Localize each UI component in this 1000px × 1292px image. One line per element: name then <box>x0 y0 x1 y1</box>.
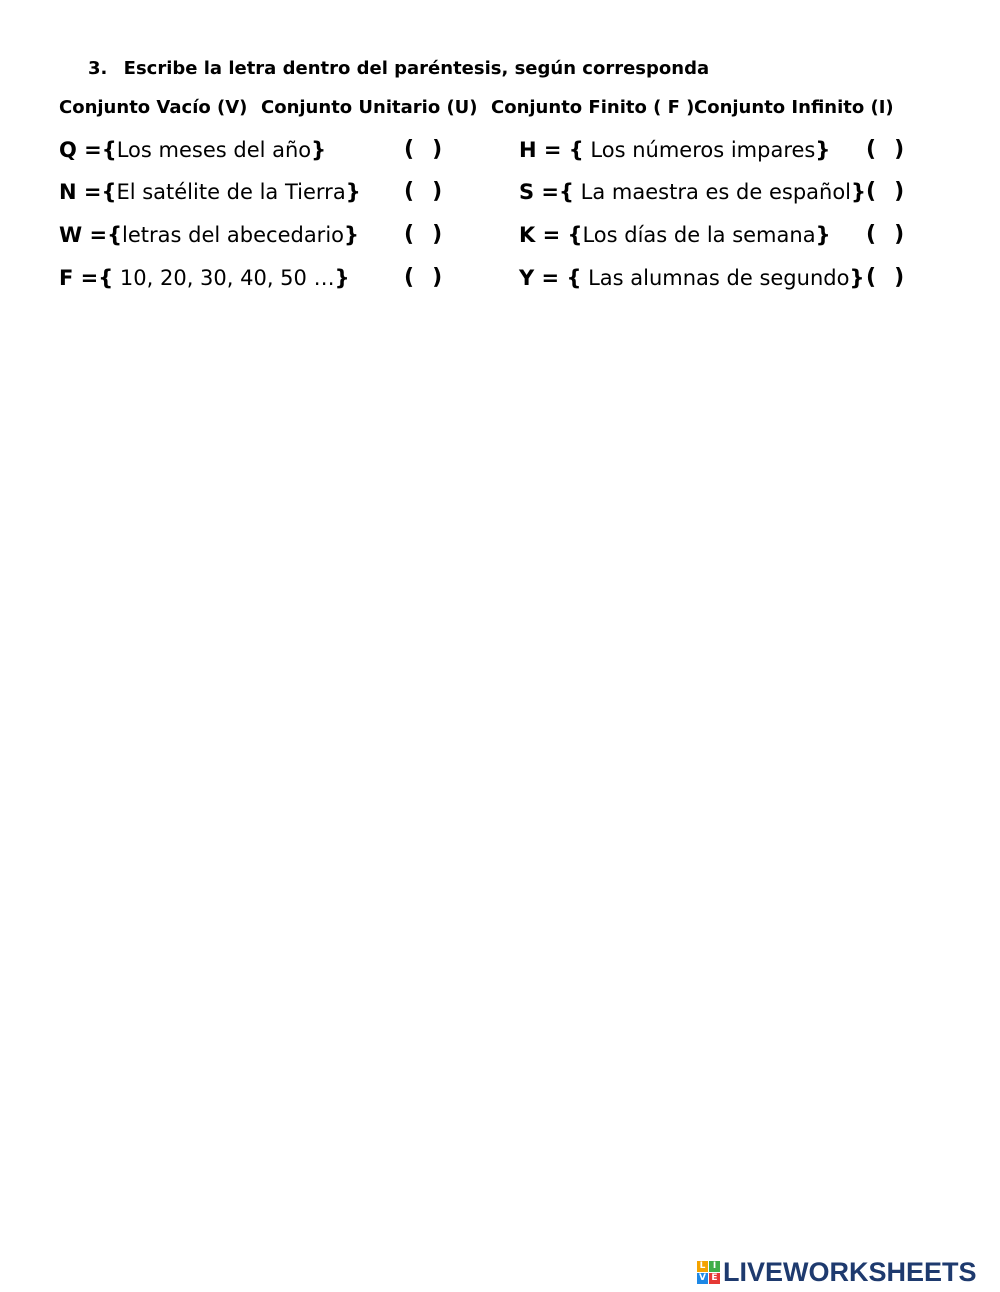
set-item-k: K = {Los días de la semana} <box>519 223 831 247</box>
set-item-h: H = { Los números impares} <box>519 138 831 162</box>
set-item-q: Q ={Los meses del año} <box>59 138 327 162</box>
set-type-unit: Conjunto Unitario (U) <box>261 97 478 118</box>
answer-input-s[interactable] <box>876 181 894 203</box>
answer-paren-f: ( ) <box>404 265 443 290</box>
answer-paren-y: ( ) <box>866 265 905 290</box>
set-description: 10, 20, 30, 40, 50 … <box>113 266 335 290</box>
liveworksheets-logo <box>697 1252 977 1292</box>
set-item-n: N ={El satélite de la Tierra} <box>59 180 361 204</box>
answer-input-k[interactable] <box>876 224 894 246</box>
answer-input-w[interactable] <box>414 224 432 246</box>
set-description: La maestra es de español <box>573 180 852 204</box>
answer-input-h[interactable] <box>876 139 894 161</box>
logo-square-i: I <box>709 1261 720 1272</box>
set-item-w: W ={letras del abecedario} <box>59 223 359 247</box>
set-type-infinite: Conjunto Infinito (I) <box>694 97 894 118</box>
instruction-heading <box>88 58 709 79</box>
set-item-s: S ={ La maestra es de español} <box>519 180 866 204</box>
set-type-empty: Conjunto Vacío (V) <box>59 97 248 118</box>
set-type-finite: Conjunto Finito ( F ) <box>491 97 695 118</box>
instruction-text: Escribe la letra dentro del paréntesis, según corresponda <box>123 58 710 79</box>
answer-input-n[interactable] <box>414 181 432 203</box>
answer-paren-n: ( ) <box>404 179 443 204</box>
set-description: Los días de la semana <box>582 223 816 247</box>
answer-input-q[interactable] <box>414 139 432 161</box>
set-item-f: F ={ 10, 20, 30, 40, 50 …} <box>59 266 350 290</box>
logo-square-e: E <box>709 1273 720 1284</box>
liveworksheets-logo-icon <box>697 1261 720 1284</box>
logo-square-l: L <box>697 1261 708 1272</box>
liveworksheets-wordmark: LIVEWORKSHEETS <box>723 1256 977 1287</box>
answer-paren-q: ( ) <box>404 137 443 162</box>
answer-paren-h: ( ) <box>866 137 905 162</box>
set-description: Los números impares <box>583 138 816 162</box>
instruction-number: 3. <box>88 58 108 79</box>
answer-paren-w: ( ) <box>404 222 443 247</box>
set-description: letras del abecedario <box>122 223 344 247</box>
set-description: Las alumnas de segundo <box>581 266 850 290</box>
set-description: Los meses del año <box>116 138 312 162</box>
answer-paren-s: ( ) <box>866 179 905 204</box>
answer-input-y[interactable] <box>876 267 894 289</box>
set-description: El satélite de la Tierra <box>116 180 346 204</box>
answer-paren-k: ( ) <box>866 222 905 247</box>
answer-input-f[interactable] <box>414 267 432 289</box>
set-item-y: Y = { Las alumnas de segundo} <box>519 266 865 290</box>
logo-square-v: V <box>697 1273 708 1284</box>
